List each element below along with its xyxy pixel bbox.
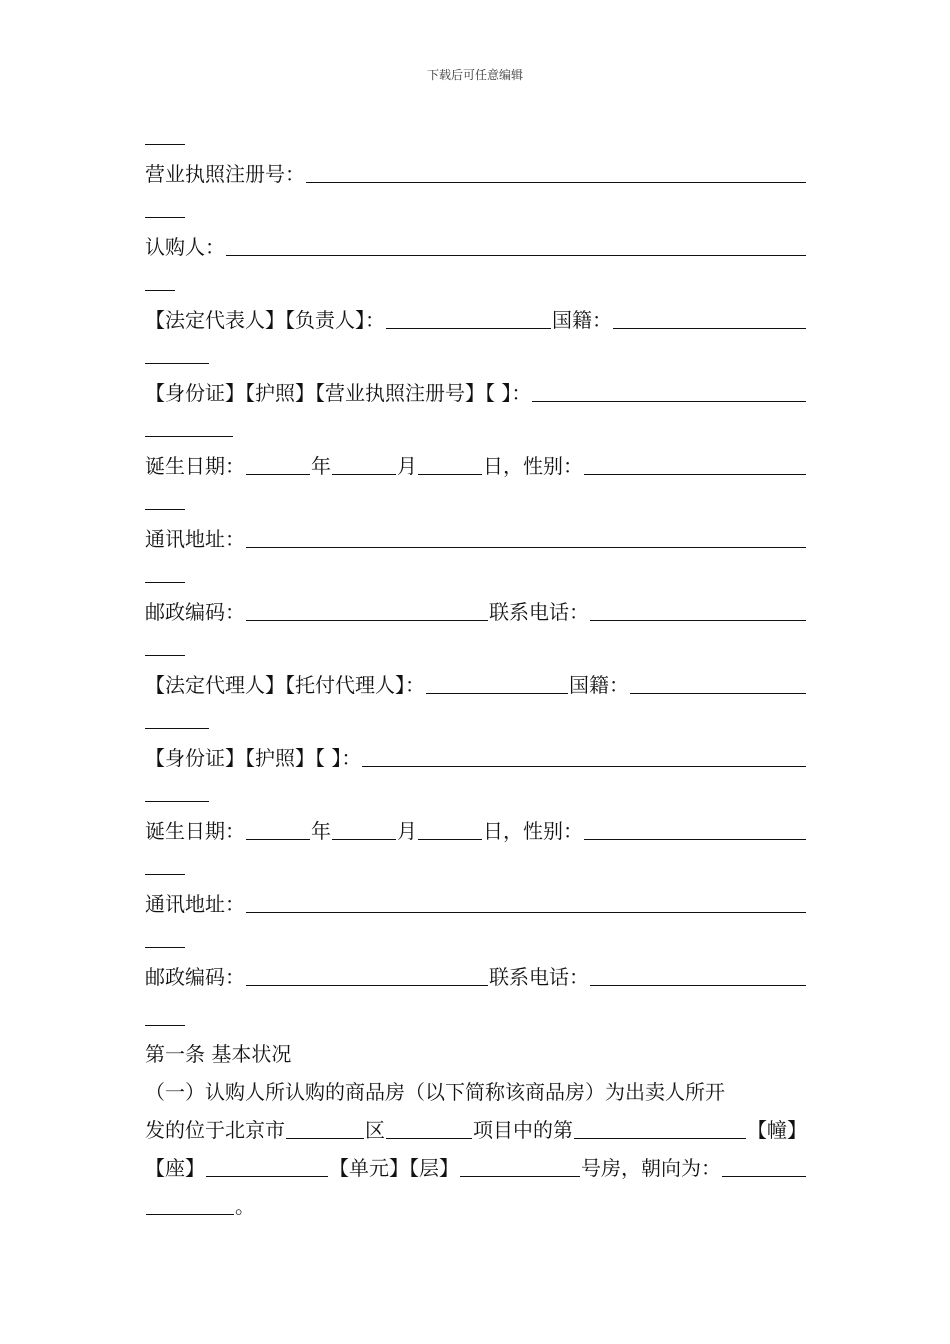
floor-blank[interactable] xyxy=(460,1156,580,1177)
agent-address-row xyxy=(145,886,807,916)
text-segment: 号房，朝向为： xyxy=(581,1156,721,1180)
article-heading: 第一条 基本状况 xyxy=(145,1042,292,1066)
text-segment: 【座】 xyxy=(145,1156,205,1180)
agent-birth-year-blank[interactable] xyxy=(246,819,310,840)
year-label: 年 xyxy=(311,454,331,478)
blank-continuation[interactable] xyxy=(145,362,209,364)
article-paragraph-line-4 xyxy=(145,1188,255,1218)
phone-label: 联系电话： xyxy=(489,600,589,624)
agent-label: 【法定代理人】【托付代理人】： xyxy=(145,673,425,697)
agent-phone-blank[interactable] xyxy=(590,965,806,986)
purchaser-blank[interactable] xyxy=(226,235,806,256)
agent-postcode-row xyxy=(145,959,807,989)
text-segment: 【单元】【层】 xyxy=(329,1156,459,1180)
agent-birth-label: 诞生日期： xyxy=(145,819,245,843)
article-paragraph-line-2 xyxy=(145,1112,807,1142)
postcode-row xyxy=(145,594,807,624)
agent-id-row xyxy=(145,740,807,770)
blank-continuation[interactable] xyxy=(145,508,185,510)
address-blank[interactable] xyxy=(246,527,806,548)
id-row xyxy=(145,375,807,405)
postcode-label: 邮政编码： xyxy=(145,600,245,624)
blank-continuation[interactable] xyxy=(145,1024,185,1026)
agent-birth-day-blank[interactable] xyxy=(418,819,482,840)
birth-month-blank[interactable] xyxy=(332,454,396,475)
agent-blank[interactable] xyxy=(426,673,568,694)
agent-nationality-label: 国籍： xyxy=(569,673,629,697)
agent-day-gender-label: 日，性别： xyxy=(483,819,583,843)
project-blank[interactable] xyxy=(386,1118,472,1139)
address-row xyxy=(145,521,807,551)
id-label: 【身份证】【护照】【营业执照注册号】【 】： xyxy=(145,381,532,405)
birth-label: 诞生日期： xyxy=(145,454,245,478)
agent-nationality-blank[interactable] xyxy=(630,673,806,694)
blank-continuation[interactable] xyxy=(145,946,185,948)
agent-row xyxy=(145,667,807,697)
text-segment: 项目中的第 xyxy=(473,1118,573,1142)
purchaser-row xyxy=(145,229,807,259)
blank-continuation[interactable] xyxy=(145,435,233,437)
nationality-label: 国籍： xyxy=(552,308,612,332)
block-blank[interactable] xyxy=(206,1156,328,1177)
license-number-row xyxy=(145,156,807,186)
license-number-label: 营业执照注册号： xyxy=(145,162,305,186)
agent-month-label: 月 xyxy=(397,819,417,843)
text-segment: 发的位于北京市 xyxy=(145,1118,285,1142)
article-paragraph-line-1: （一）认购人所认购的商品房（以下简称该商品房）为出卖人所开 xyxy=(145,1080,725,1104)
representative-row xyxy=(145,302,807,332)
birth-date-row xyxy=(145,448,807,478)
blank-continuation[interactable] xyxy=(145,727,209,729)
agent-birth-date-row xyxy=(145,813,807,843)
month-label: 月 xyxy=(397,454,417,478)
day-gender-label: 日，性别： xyxy=(483,454,583,478)
agent-postcode-label: 邮政编码： xyxy=(145,965,245,989)
agent-postcode-blank[interactable] xyxy=(246,965,488,986)
blank-continuation[interactable] xyxy=(145,143,185,145)
agent-year-label: 年 xyxy=(311,819,331,843)
agent-id-blank[interactable] xyxy=(362,746,806,767)
gender-blank[interactable] xyxy=(584,454,806,475)
agent-gender-blank[interactable] xyxy=(584,819,806,840)
article-paragraph-line-3 xyxy=(145,1150,807,1180)
blank-continuation[interactable] xyxy=(145,654,185,656)
blank-continuation[interactable] xyxy=(145,289,175,291)
page-header: 下载后可任意编辑 xyxy=(426,68,523,82)
id-blank[interactable] xyxy=(532,381,806,402)
phone-blank[interactable] xyxy=(590,600,806,621)
agent-address-label: 通讯地址： xyxy=(145,892,245,916)
address-label: 通讯地址： xyxy=(145,527,245,551)
blank-continuation[interactable] xyxy=(145,800,209,802)
agent-id-label: 【身份证】【护照】【 】： xyxy=(145,746,362,770)
postcode-blank[interactable] xyxy=(246,600,488,621)
nationality-blank[interactable] xyxy=(613,308,806,329)
orientation-blank[interactable] xyxy=(722,1156,806,1177)
purchaser-label: 认购人： xyxy=(145,235,225,259)
birth-year-blank[interactable] xyxy=(246,454,310,475)
representative-blank[interactable] xyxy=(386,308,551,329)
text-segment: 【幢】 xyxy=(747,1118,807,1142)
representative-label: 【法定代表人】【负责人】： xyxy=(145,308,385,332)
blank-continuation[interactable] xyxy=(145,581,185,583)
building-blank[interactable] xyxy=(574,1118,746,1139)
orientation-blank-continued[interactable] xyxy=(146,1194,234,1215)
blank-continuation[interactable] xyxy=(145,216,185,218)
agent-address-blank[interactable] xyxy=(246,892,806,913)
birth-day-blank[interactable] xyxy=(418,454,482,475)
agent-phone-label: 联系电话： xyxy=(489,965,589,989)
text-segment: 。 xyxy=(235,1194,255,1218)
agent-birth-month-blank[interactable] xyxy=(332,819,396,840)
district-blank[interactable] xyxy=(286,1118,364,1139)
license-number-blank[interactable] xyxy=(306,162,806,183)
blank-continuation[interactable] xyxy=(145,873,185,875)
text-segment: 区 xyxy=(365,1118,385,1142)
